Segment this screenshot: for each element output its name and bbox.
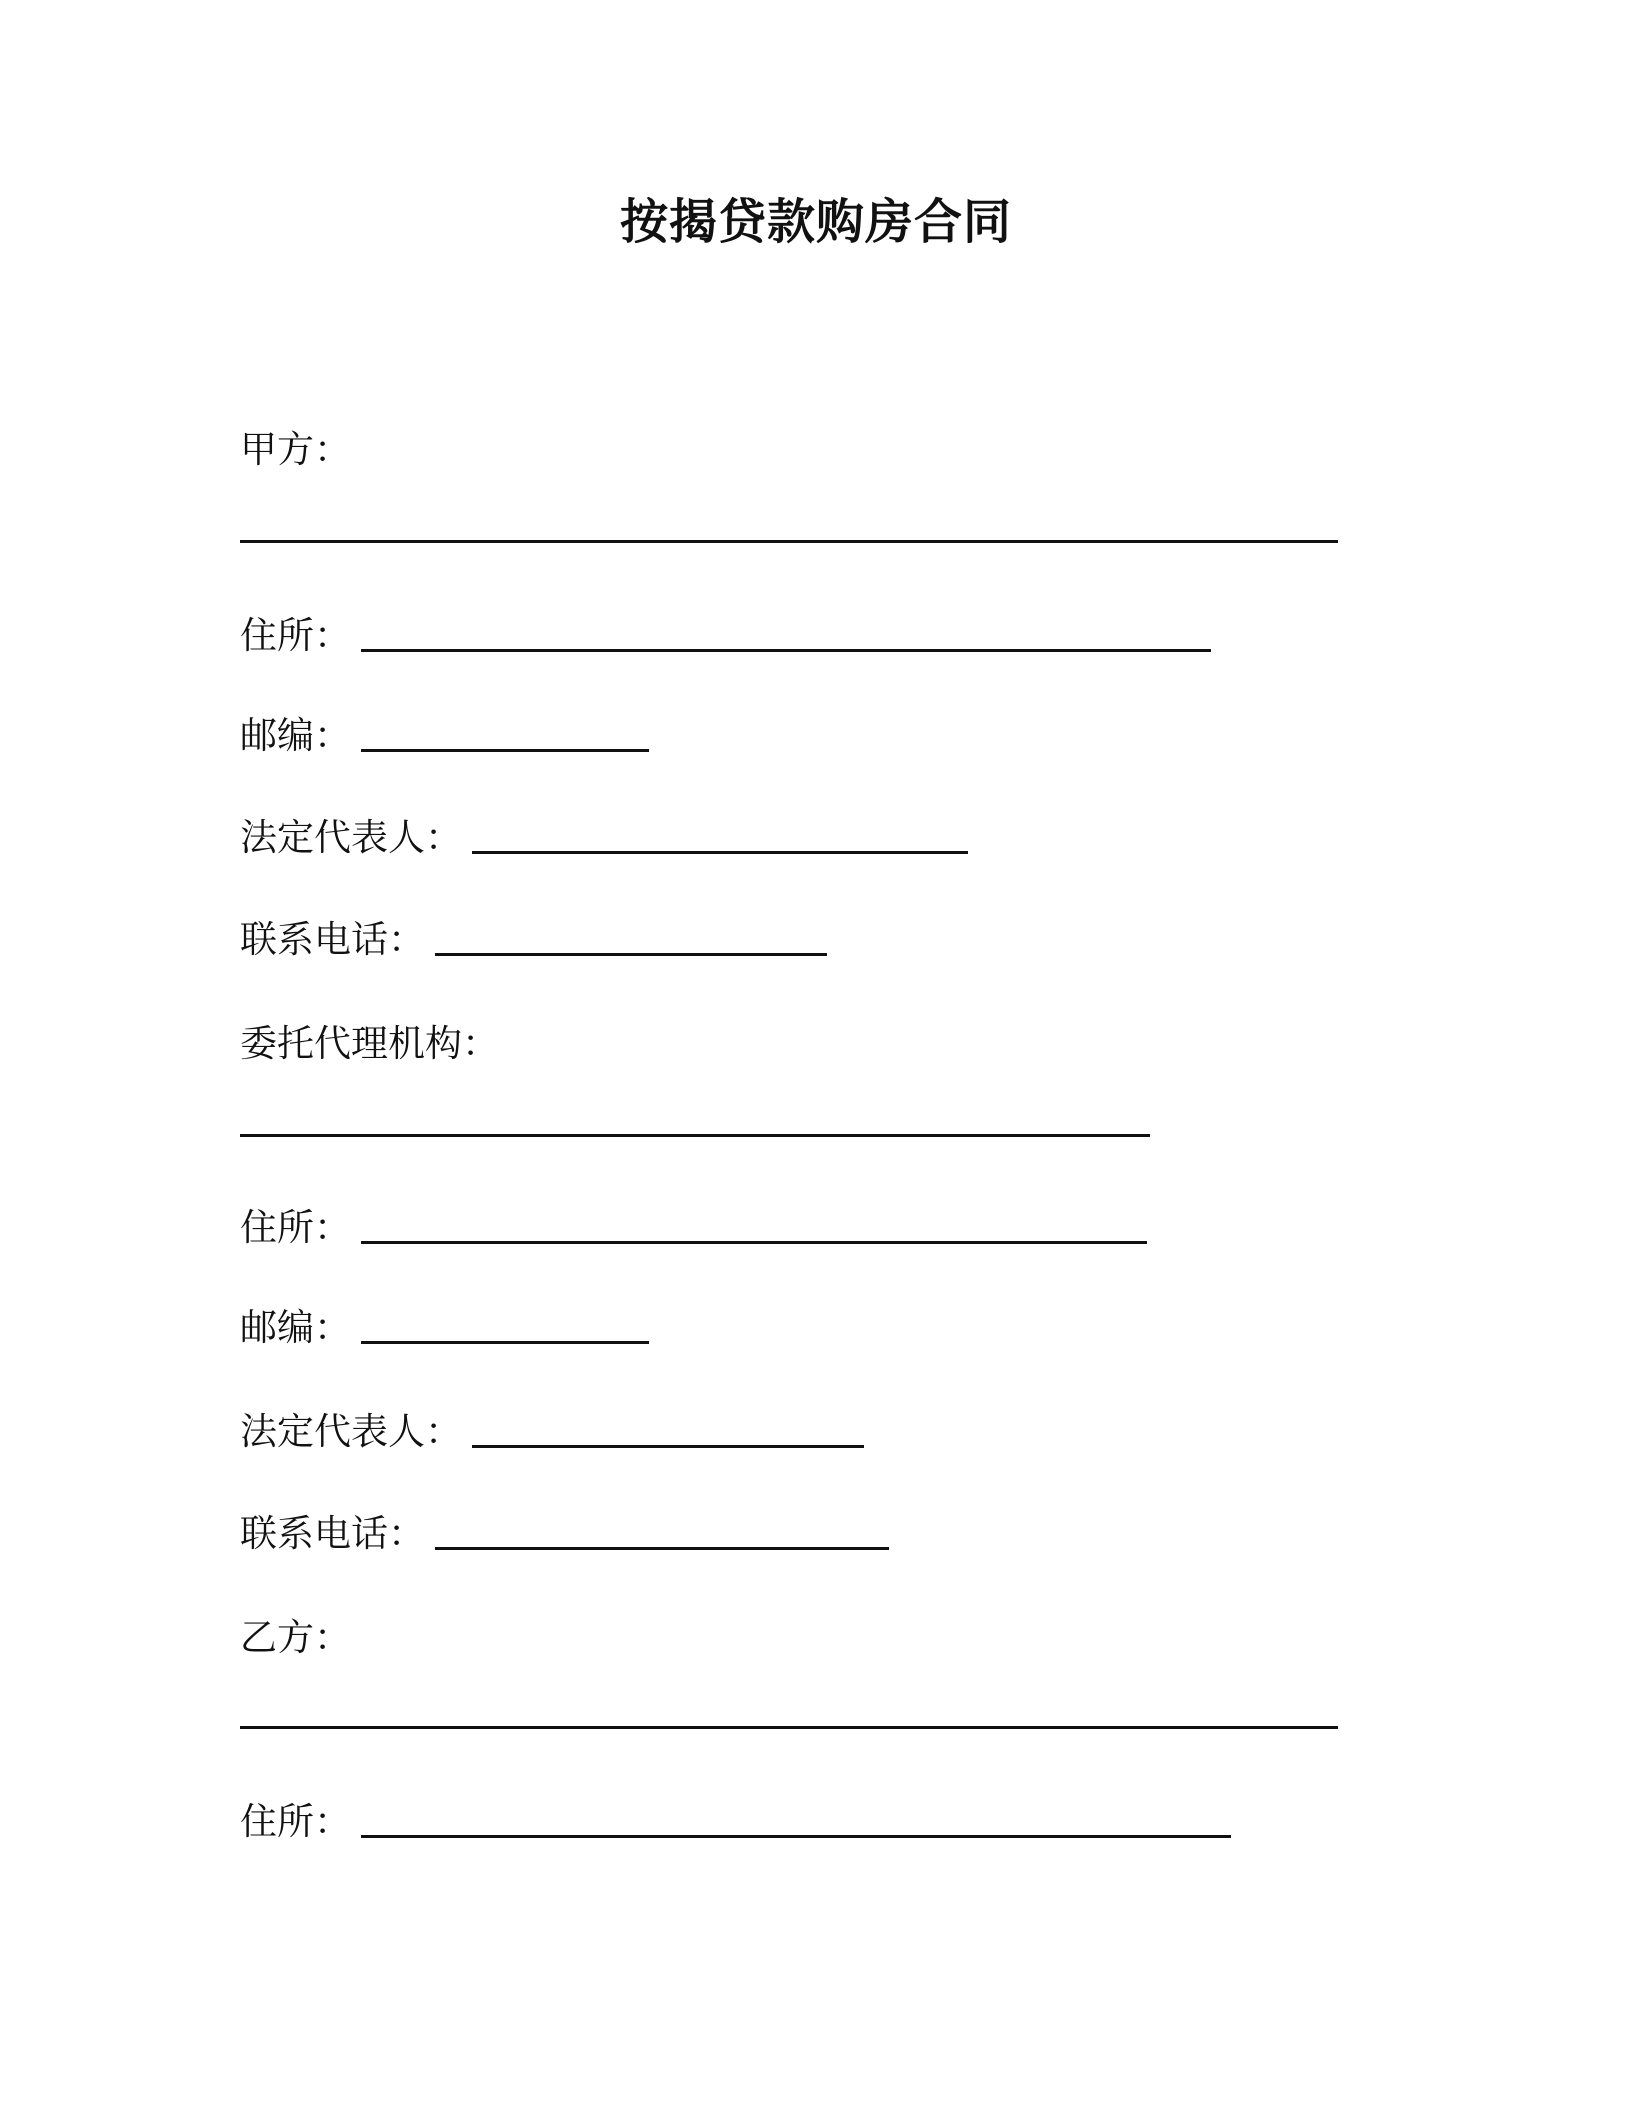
agent-address-blank <box>361 1239 1147 1244</box>
agent-label: 委托代理机构： <box>240 1022 499 1065</box>
agent-postcode-label: 邮编： <box>240 1306 351 1349</box>
party-b-name-blank <box>240 1726 1338 1729</box>
agent-row <box>240 1012 499 1068</box>
agent-legal-rep-row <box>240 1400 864 1456</box>
party-a-phone-blank <box>435 951 827 956</box>
agent-legal-rep-label: 法定代表人： <box>240 1410 462 1453</box>
agent-name-blank <box>240 1134 1150 1137</box>
agent-postcode-blank <box>361 1339 649 1344</box>
party-a-row <box>240 418 351 474</box>
agent-phone-label: 联系电话： <box>240 1512 425 1555</box>
agent-phone-row <box>240 1502 889 1558</box>
party-a-phone-label: 联系电话： <box>240 918 425 961</box>
party-a-address-row <box>240 604 1211 660</box>
party-b-row <box>240 1606 351 1662</box>
party-a-legal-rep-row <box>240 806 968 862</box>
party-a-legal-rep-label: 法定代表人： <box>240 816 462 859</box>
party-a-postcode-blank <box>361 747 649 752</box>
party-b-address-label: 住所： <box>240 1800 351 1843</box>
party-a-address-label: 住所： <box>240 614 351 657</box>
party-a-label: 甲方： <box>240 428 351 471</box>
party-a-name-blank <box>240 540 1338 543</box>
party-a-legal-rep-blank <box>472 849 968 854</box>
agent-phone-blank <box>435 1545 889 1550</box>
agent-legal-rep-blank <box>472 1443 864 1448</box>
party-b-address-row <box>240 1790 1231 1846</box>
party-b-address-blank <box>361 1833 1231 1838</box>
document-title: 按揭贷款购房合同 <box>619 194 1012 250</box>
agent-address-row <box>240 1196 1147 1252</box>
party-b-label: 乙方： <box>240 1616 351 1659</box>
agent-postcode-row <box>240 1296 649 1352</box>
party-a-postcode-row <box>240 704 649 760</box>
party-a-postcode-label: 邮编： <box>240 714 351 757</box>
agent-address-label: 住所： <box>240 1206 351 1249</box>
party-a-address-blank <box>361 647 1211 652</box>
party-a-phone-row <box>240 908 827 964</box>
